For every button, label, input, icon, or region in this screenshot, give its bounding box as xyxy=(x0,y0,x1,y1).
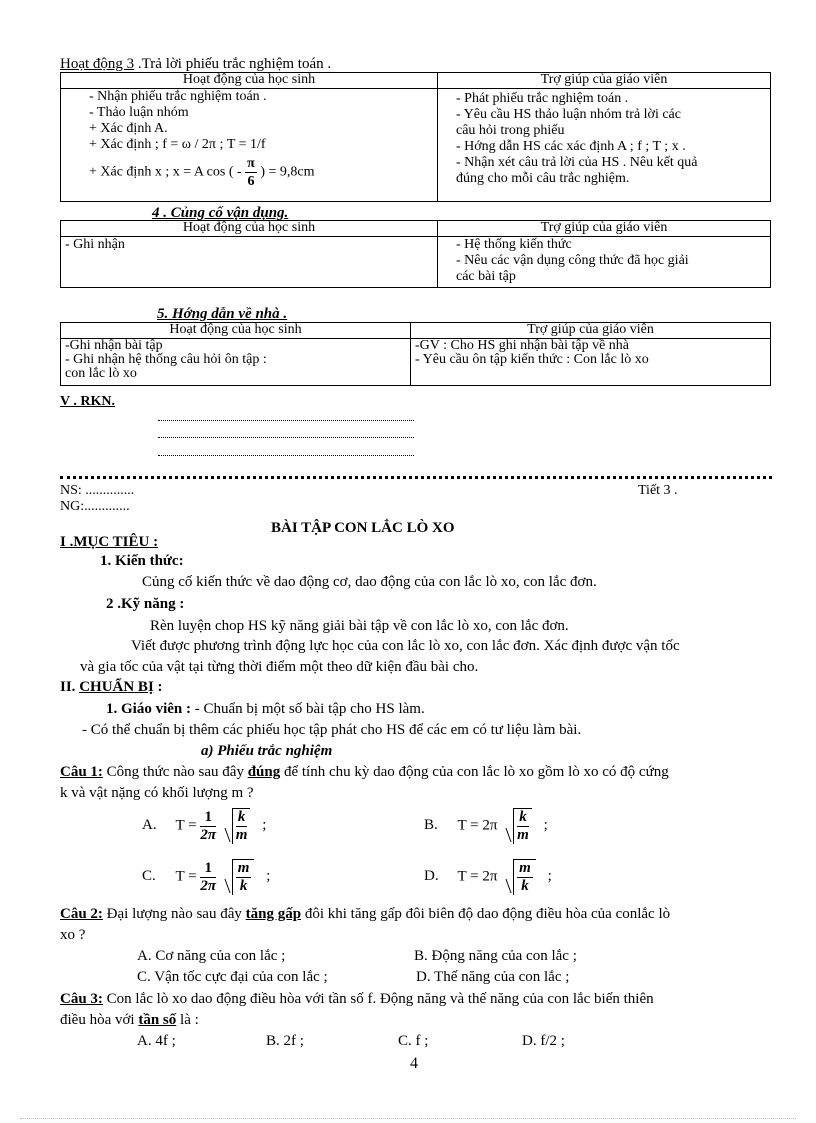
rkn-line-2 xyxy=(158,437,414,438)
chuan-bi-suffix: : xyxy=(153,679,163,695)
q1-b-t: T = 2π xyxy=(457,817,498,834)
hd5-student-0: -Ghi nhận bài tập xyxy=(65,338,163,353)
giao-vien-line xyxy=(106,701,425,718)
q1-a-sqrt-num: k xyxy=(236,809,248,827)
q2-text xyxy=(60,906,670,923)
hd3-table xyxy=(60,72,771,202)
hd4-title: 4 . Củng cố vận dụng. xyxy=(152,205,289,221)
q3-label: Câu 3: xyxy=(60,991,103,1007)
q3-text-body: Con lắc lò xo dao động điều hòa với tần số f. Động năng và thế năng của con lắc biến thiên xyxy=(102,991,654,1007)
q1-option-c-label: C. xyxy=(142,868,156,885)
q2-text-pre: Đại lượng nào sau đây xyxy=(102,906,246,922)
q1-label: Câu 1: xyxy=(60,764,103,780)
hd4-col-teacher: Trợ giúp của giáo viên xyxy=(438,221,771,237)
q1-option-d[interactable] xyxy=(424,859,552,895)
hd4-table xyxy=(60,220,771,288)
q1-c-t: T = xyxy=(175,868,197,885)
page-number: 4 xyxy=(410,1055,418,1072)
tiet-label: Tiết 3 . xyxy=(638,483,678,498)
phieu-trac-nghiem: a) Phiếu trắc nghiệm xyxy=(201,743,333,759)
q1-c-sqrt-num: m xyxy=(237,860,250,876)
ng-line: NG:............. xyxy=(60,499,130,514)
q2-label: Câu 2: xyxy=(60,906,103,922)
q1-c-num: 1 xyxy=(200,860,216,878)
q1-text-pre: Công thức nào sau đây xyxy=(102,764,248,780)
ky-nang-text-3: và gia tốc của vật tại từng thời điểm một theo dữ kiện đầu bài cho. xyxy=(80,659,479,675)
q1-option-b-label: B. xyxy=(424,817,438,834)
q1-d-sqrt xyxy=(501,859,536,895)
q1-option-a[interactable] xyxy=(142,808,266,844)
hd5-title: 5. Hớng dẫn về nhà . xyxy=(157,306,288,322)
hd3-teacher-4: - Nhận xét câu trả lời của HS . Nêu kết quả xyxy=(456,155,698,170)
frac-num: π xyxy=(247,156,255,171)
q2-option-d[interactable]: D. Thế năng của con lắc ; xyxy=(416,969,570,985)
q3-option-a[interactable]: A. 4f ; xyxy=(137,1033,176,1049)
q2-text-em: tăng gấp xyxy=(245,906,302,922)
q1-a-semi: ; xyxy=(262,817,267,834)
hd4-teacher-0: - Hệ thống kiến thức xyxy=(456,237,572,252)
kien-thuc-heading: 1. Kiến thức: xyxy=(100,553,184,569)
hd5-table xyxy=(60,322,771,386)
q3-text xyxy=(60,991,654,1008)
q1-a-sqrt-den: m xyxy=(235,827,248,843)
q1-a-frac xyxy=(200,809,216,844)
q1-d-sqrt-num: m xyxy=(519,860,531,876)
q1-b-sqrt-den: m xyxy=(517,827,529,843)
frac-den: 6 xyxy=(247,174,255,189)
q1-option-d-label: D. xyxy=(424,868,439,885)
q1-a-den: 2π xyxy=(200,826,217,843)
hd5-student-2: con lắc lò xo xyxy=(65,366,137,381)
q1-b-semi: ; xyxy=(543,817,548,834)
chuan-bi-extra: - Có thể chuẩn bị thêm các phiếu học tập phát cho HS để các em có tư liệu làm bài. xyxy=(82,722,582,738)
q1-text-em: đúng xyxy=(247,764,281,780)
hd3-teacher-2: câu hỏi trong phiếu xyxy=(456,123,565,138)
q1-c-sqrt xyxy=(220,859,255,895)
hd3-x-post: ) = 9,8cm xyxy=(260,164,315,180)
q3-text-2-post: là : xyxy=(176,1012,199,1028)
rkn-line-1 xyxy=(158,420,414,421)
hd3-title xyxy=(60,56,331,73)
q1-option-b[interactable] xyxy=(424,808,548,844)
hd3-teacher-3: - Hớng dẫn HS các xác định A ; f ; T ; x . xyxy=(456,139,686,154)
rkn-title: V . RKN. xyxy=(60,394,115,409)
q1-c-semi: ; xyxy=(266,868,271,885)
q1-option-c[interactable] xyxy=(142,859,270,895)
hd3-x-pre: + Xác định x ; x = A cos ( - xyxy=(89,164,242,180)
q2-option-a[interactable]: A. Cơ năng của con lắc ; xyxy=(137,948,286,964)
q1-c-den: 2π xyxy=(200,877,217,894)
q1-a-sqrt xyxy=(220,808,251,844)
hd3-teacher-5: đúng cho mỗi câu trắc nghiệm. xyxy=(456,171,630,186)
chuan-bi-title xyxy=(60,679,163,696)
q2-text-2: xo ? xyxy=(60,927,86,943)
hd3-student-1: - Thảo luận nhóm xyxy=(89,105,189,120)
hd4-teacher-2: các bài tập xyxy=(456,269,516,284)
q3-option-c[interactable]: C. f ; xyxy=(398,1033,429,1049)
lesson-title: BÀI TẬP CON LẮC LÒ XO xyxy=(271,520,455,536)
hd3-student-2: + Xác định A. xyxy=(89,121,168,136)
q1-option-a-label: A. xyxy=(142,817,157,834)
rkn-line-3 xyxy=(158,455,414,456)
muc-tieu-title: I .MỤC TIÊU : xyxy=(60,534,159,550)
hd3-title-rest: .Trả lời phiếu trắc nghiệm toán . xyxy=(134,56,332,72)
q2-option-b[interactable]: B. Động năng của con lắc ; xyxy=(414,948,577,964)
q1-text-2: k và vật nặng có khối lượng m ? xyxy=(60,785,254,801)
q1-d-semi: ; xyxy=(547,868,552,885)
hd5-col-teacher: Trợ giúp của giáo viên xyxy=(411,323,771,339)
q2-option-c[interactable]: C. Vận tốc cực đại của con lắc ; xyxy=(137,969,328,985)
page-bottom-edge xyxy=(20,1118,796,1119)
hd4-student-0: - Ghi nhận xyxy=(65,237,125,252)
q3-text-2-pre: điều hòa với xyxy=(60,1012,139,1028)
kien-thuc-text: Củng cố kiến thức về dao động cơ, dao động của con lắc lò xo, con lắc đơn. xyxy=(142,574,597,590)
hd3-teacher-1: - Yêu cầu HS thảo luận nhóm trả lời các xyxy=(456,107,681,122)
giao-vien-text: - Chuẩn bị một số bài tập cho HS làm. xyxy=(191,701,425,717)
q1-c-sqrt-den: k xyxy=(239,878,248,894)
q3-option-d[interactable]: D. f/2 ; xyxy=(522,1033,565,1049)
q1-d-sqrt-den: k xyxy=(521,878,529,894)
hd5-student-1: - Ghi nhận hệ thống câu hỏi ôn tập : xyxy=(65,352,267,367)
hd3-student-0: - Nhận phiếu trắc nghiệm toán . xyxy=(89,89,267,104)
hd3-student-x xyxy=(89,155,431,190)
q3-option-b[interactable]: B. 2f ; xyxy=(266,1033,304,1049)
q1-d-t: T = 2π xyxy=(457,868,498,885)
hd4-teacher-1: - Nêu các vận dụng công thức đã học giải xyxy=(456,253,689,268)
hd3-col-teacher: Trợ giúp của giáo viên xyxy=(438,73,771,89)
q2-text-post: đôi khi tăng gấp đôi biên độ dao động điều hòa của conlắc lò xyxy=(301,906,671,922)
q3-text-2-em: tần số xyxy=(138,1012,177,1028)
q3-text-2 xyxy=(60,1012,199,1029)
q1-text xyxy=(60,764,669,781)
q1-a-t: T = xyxy=(175,817,197,834)
hd3-teacher-0: - Phát phiếu trắc nghiệm toán . xyxy=(456,91,629,106)
pi-over-6-fraction xyxy=(245,155,257,190)
hd3-title-bold: Hoạt động 3 xyxy=(60,56,135,72)
hd3-student-3: + Xác định ; f = ω / 2π ; T = 1/f xyxy=(89,137,266,152)
hd4-col-student: Hoạt động của học sinh xyxy=(61,221,438,237)
giao-vien-heading: 1. Giáo viên : xyxy=(106,701,191,717)
q1-b-sqrt xyxy=(501,808,532,844)
chuan-bi-prefix: II. xyxy=(60,679,76,695)
hd3-col-student: Hoạt động của học sinh xyxy=(61,73,438,89)
ky-nang-heading: 2 .Kỹ năng : xyxy=(106,596,185,612)
q1-a-num: 1 xyxy=(200,809,216,827)
ns-line: NS: .............. xyxy=(60,483,135,498)
ky-nang-text-1: Rèn luyện chop HS kỹ năng giải bài tập về con lắc lò xo, con lắc đơn. xyxy=(150,618,569,634)
hd5-teacher-1: - Yêu cầu ôn tập kiến thức : Con lắc lò xo xyxy=(415,352,649,367)
section-separator xyxy=(60,476,772,479)
q1-text-post: để tính chu kỳ dao động của con lắc lò xo gồm lò xo có độ cứng xyxy=(280,764,669,780)
hd5-teacher-0: -GV : Cho HS ghi nhận bài tập về nhà xyxy=(415,338,629,353)
q1-c-frac xyxy=(200,860,216,895)
ky-nang-text-2: Viết được phương trình động lực học của con lắc lò xo, con lắc đơn. Xác định được vận tốc xyxy=(131,638,680,654)
chuan-bi-title-text: CHUẨN BỊ xyxy=(79,679,154,695)
hd5-col-student: Hoạt động của học sinh xyxy=(61,323,411,339)
q1-b-sqrt-num: k xyxy=(517,809,529,827)
